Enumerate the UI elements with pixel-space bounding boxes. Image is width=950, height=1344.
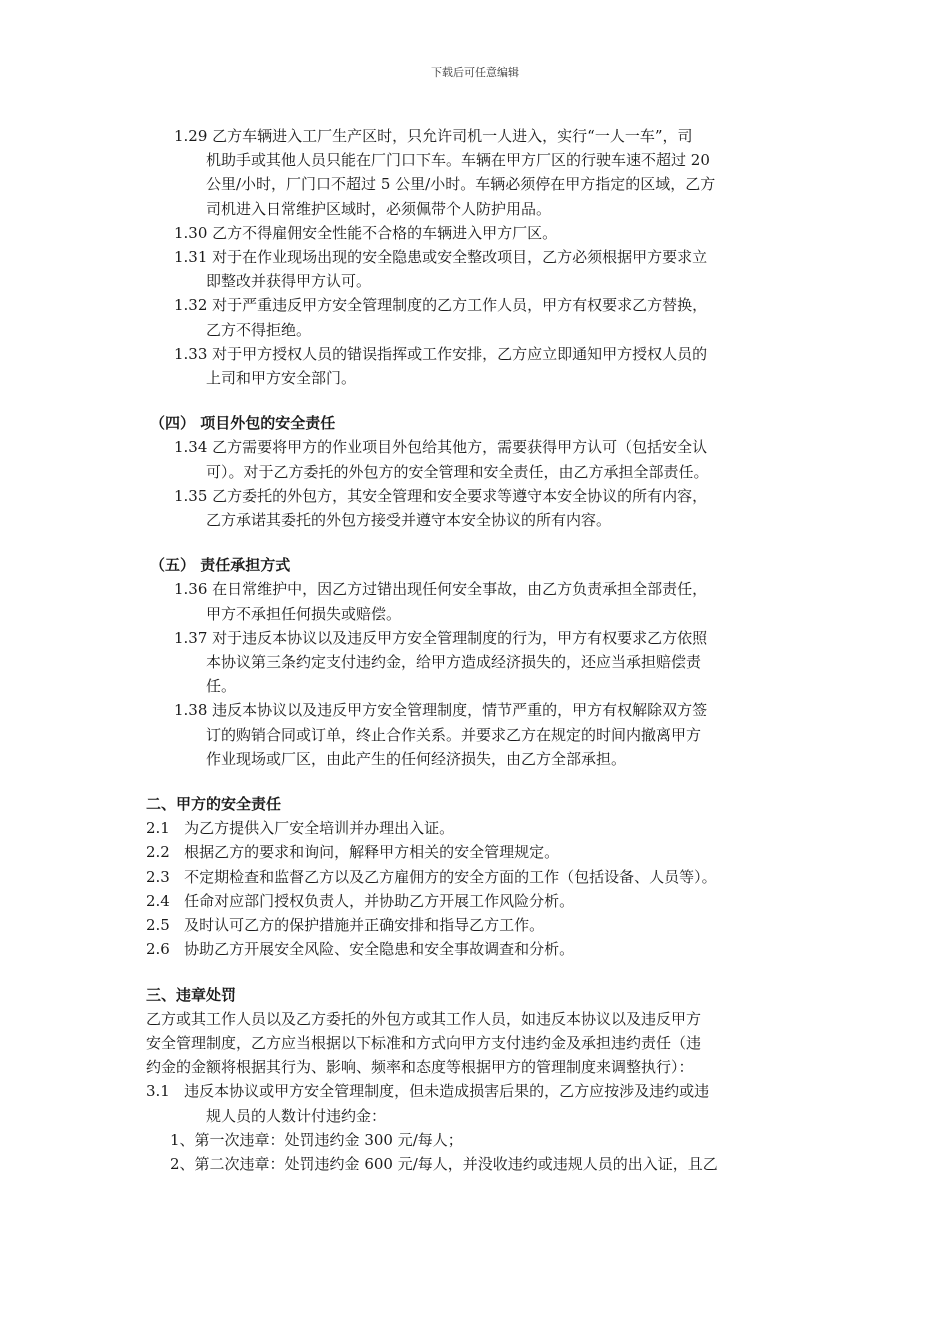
penalty-intro-cont: 约金的金额将根据其行为、影响、频率和态度等根据甲方的管理制度来调整执行）： <box>146 1058 694 1077</box>
section-liability <box>146 553 826 771</box>
section-title-liability: （五） 责任承担方式 <box>150 556 291 575</box>
clause-1-29: 1.29 乙方车辆进入工厂生产区时，只允许司机一人进入，实行“一人一车”，司 <box>174 127 693 145</box>
clause-1-32-cont: 乙方不得拒绝。 <box>206 320 312 339</box>
clause-2-2: 2.2 根据乙方的要求和询问，解释甲方相关的安全管理规定。 <box>146 843 560 862</box>
page-header-note: 下载后可任意编辑 <box>431 66 519 79</box>
penalty-first-violation: 1、第一次违章：处罚违约金 300 元/每人； <box>170 1130 463 1149</box>
clause-1-38: 1.38 违反本协议以及违反甲方安全管理制度，情节严重的，甲方有权解除双方签 <box>174 701 708 720</box>
section-vehicle-rules <box>146 124 826 390</box>
clause-1-33: 1.33 对于甲方授权人员的错误指挥或工作安排，乙方应立即通知甲方授权人员的 <box>174 344 708 363</box>
clause-2-5: 2.5 及时认可乙方的保护措施并正确安排和指导乙方工作。 <box>146 916 545 935</box>
clause-1-35-cont: 乙方承诺其委托的外包方接受并遵守本安全协议的所有内容。 <box>206 511 612 530</box>
section-party-a-responsibility <box>146 792 826 961</box>
section-penalties <box>146 983 826 1177</box>
clause-1-37-cont: 任。 <box>206 677 237 696</box>
clause-1-31-cont: 即整改并获得甲方认可。 <box>206 272 372 291</box>
penalty-second-violation: 2、第二次违章：处罚违约金 600 元/每人，并没收违约或违规人员的出入证，且乙 <box>170 1154 718 1173</box>
section-title-party-a: 二、甲方的安全责任 <box>146 795 282 814</box>
clause-1-30: 1.30 乙方不得雇佣安全性能不合格的车辆进入甲方厂区。 <box>174 223 558 242</box>
clause-1-34-cont: 可）。对于乙方委托的外包方的安全管理和安全责任，由乙方承担全部责任。 <box>206 462 709 481</box>
document-body <box>146 124 826 1176</box>
section-title-outsourcing: （四） 项目外包的安全责任 <box>150 414 336 433</box>
clause-1-36-cont: 甲方不承担任何损失或赔偿。 <box>206 604 402 623</box>
clause-2-3: 2.3 不定期检查和监督乙方以及乙方雇佣方的安全方面的工作（包括设备、人员等）。 <box>146 867 717 886</box>
clause-1-33-cont: 上司和甲方安全部门。 <box>206 369 357 388</box>
clause-1-38-cont: 订的购销合同或订单，终止合作关系。并要求乙方在规定的时间内撤离甲方 <box>206 725 702 744</box>
clause-2-4: 2.4 任命对应部门授权负责人，并协助乙方开展工作风险分析。 <box>146 891 575 910</box>
clause-1-34: 1.34 乙方需要将甲方的作业项目外包给其他方，需要获得甲方认可（包括安全认 <box>174 438 708 457</box>
penalty-intro: 乙方或其工作人员以及乙方委托的外包方或其工作人员，如违反本协议以及违反甲方 <box>146 1009 702 1028</box>
clause-1-35: 1.35 乙方委托的外包方，其安全管理和安全要求等遵守本安全协议的所有内容， <box>174 486 708 505</box>
clause-1-38-cont: 作业现场或厂区，由此产生的任何经济损失，由乙方全部承担。 <box>206 749 627 768</box>
clause-1-29-cont: 机助手或其他人员只能在厂门口下车。车辆在甲方厂区的行驶车速不超过 20 <box>206 151 710 170</box>
section-outsourcing <box>146 411 826 532</box>
clause-1-29-cont: 公里/小时，厂门口不超过 5 公里/小时。车辆必须停在甲方指定的区域，乙方 <box>206 175 716 194</box>
clause-2-6: 2.6 协助乙方开展安全风险、安全隐患和安全事故调查和分析。 <box>146 940 575 959</box>
clause-1-37-cont: 本协议第三条约定支付违约金，给甲方造成经济损失的，还应当承担赔偿责 <box>206 653 702 672</box>
penalty-intro-cont: 安全管理制度，乙方应当根据以下标准和方式向甲方支付违约金及承担违约责任（违 <box>146 1033 702 1052</box>
clause-1-29-cont: 司机进入日常维护区域时，必须佩带个人防护用品。 <box>206 199 552 218</box>
clause-3-1: 3.1 违反本协议或甲方安全管理制度，但未造成损害后果的，乙方应按涉及违约或违 <box>146 1082 710 1101</box>
clause-3-1-cont: 规人员的人数计付违约金： <box>206 1106 387 1125</box>
clause-1-37: 1.37 对于违反本协议以及违反甲方安全管理制度的行为，甲方有权要求乙方依照 <box>174 628 708 647</box>
clause-1-31: 1.31 对于在作业现场出现的安全隐患或安全整改项目，乙方必须根据甲方要求立 <box>174 248 708 267</box>
section-title-penalties: 三、违章处罚 <box>146 985 237 1004</box>
clause-1-36: 1.36 在日常维护中，因乙方过错出现任何安全事故，由乙方负责承担全部责任， <box>174 580 708 599</box>
clause-1-32: 1.32 对于严重违反甲方安全管理制度的乙方工作人员，甲方有权要求乙方替换， <box>174 296 708 315</box>
clause-2-1: 2.1 为乙方提供入厂安全培训并办理出入证。 <box>146 819 455 838</box>
